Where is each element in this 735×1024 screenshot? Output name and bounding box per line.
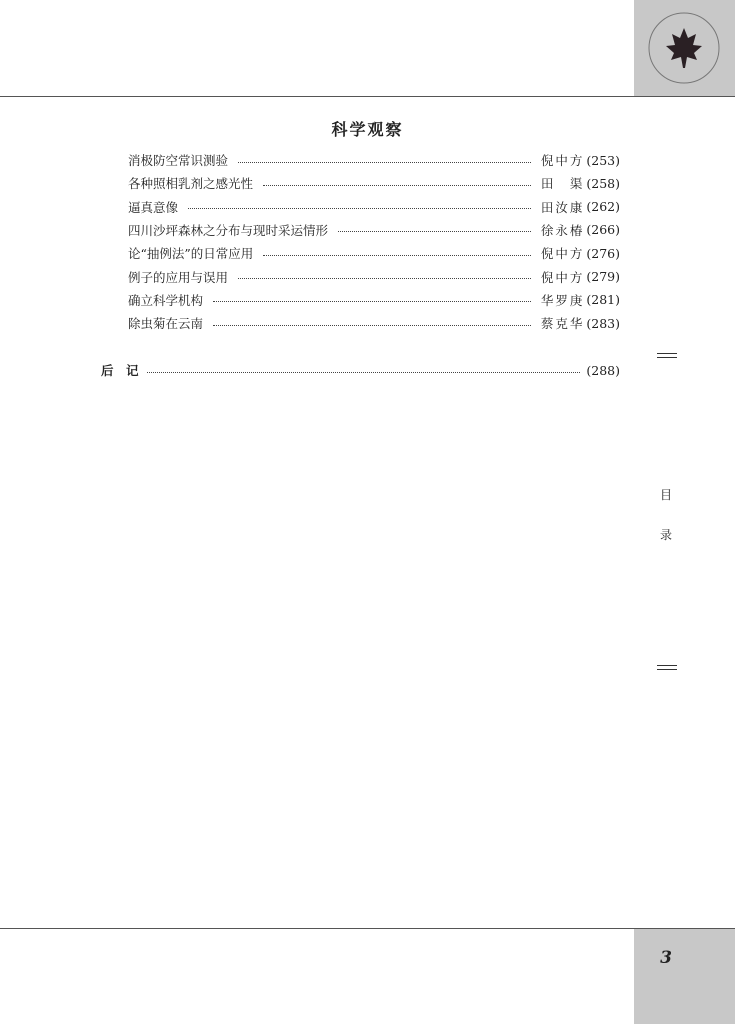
entry-page: (262) — [586, 199, 620, 215]
toc-entry — [128, 243, 620, 263]
footer-rule — [0, 928, 735, 929]
entry-author: 倪中方 — [540, 246, 585, 262]
entry-author: 田汝康 — [540, 199, 585, 215]
side-double-rule — [657, 353, 677, 358]
maple-leaf-seal-icon — [634, 0, 735, 96]
entry-page: (276) — [586, 245, 620, 261]
entry-author: 倪中方 — [540, 269, 585, 285]
entry-page: (266) — [586, 222, 620, 238]
entry-author: 华罗庚 — [540, 292, 585, 308]
toc-entry — [128, 197, 620, 217]
entry-author: 倪中方 — [540, 153, 585, 168]
side-label-char: 目 — [660, 488, 673, 502]
entry-title: 逼真意像 — [128, 199, 179, 215]
entry-title: 四川沙坪森林之分布与现时采运情形 — [128, 222, 329, 238]
footer-tab — [634, 929, 735, 1024]
entry-title: 例子的应用与误用 — [128, 269, 229, 285]
entry-title: 论“抽例法”的日常应用 — [128, 246, 254, 262]
entry-title: 各种照相乳剂之感光性 — [128, 176, 254, 192]
toc-entry — [128, 267, 620, 287]
entry-page: (258) — [586, 175, 620, 191]
entry-page: (281) — [586, 292, 620, 308]
dot-leader — [263, 255, 531, 256]
section-title: 科学观察 — [331, 120, 404, 139]
toc-entry — [128, 220, 620, 240]
side-double-rule — [657, 665, 677, 670]
side-label-char: 录 — [660, 528, 673, 542]
entry-page: (279) — [586, 269, 620, 284]
dot-leader — [213, 325, 531, 326]
toc-entry-postscript — [101, 360, 620, 380]
entry-title: 除虫菊在云南 — [128, 316, 204, 332]
entry-author: 徐永椿 — [540, 222, 585, 238]
header-rule — [0, 96, 735, 97]
page-number: 3 — [660, 948, 672, 968]
dot-leader — [238, 162, 531, 163]
toc-entry — [128, 313, 620, 333]
toc-entry — [128, 173, 620, 193]
entry-author: 田 渠 — [540, 176, 585, 192]
dot-leader — [213, 301, 531, 302]
entry-page: (283) — [586, 315, 620, 331]
toc-entry — [128, 290, 620, 310]
dot-leader — [238, 278, 531, 279]
dot-leader — [338, 231, 531, 232]
dot-leader — [263, 185, 531, 186]
entry-title: 后 记 — [101, 363, 139, 378]
entry-page: (253) — [586, 152, 620, 168]
toc-entry — [128, 150, 620, 170]
entry-page: (288) — [586, 362, 620, 378]
header-tab — [634, 0, 735, 96]
entry-author: 蔡克华 — [540, 316, 585, 332]
entry-title: 确立科学机构 — [128, 292, 204, 308]
dot-leader — [147, 372, 581, 373]
dot-leader — [188, 208, 531, 209]
entry-title: 消极防空常识测验 — [128, 153, 229, 168]
